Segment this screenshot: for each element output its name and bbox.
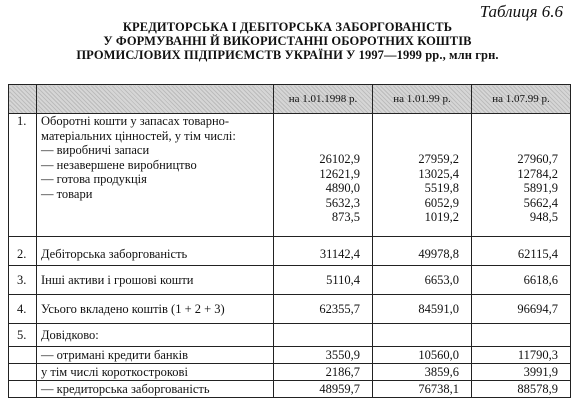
value-cell: 31142,4 xyxy=(274,237,373,266)
header-col-2: на 1.01.99 р. xyxy=(373,85,472,114)
row-label: — кредиторська заборгованість xyxy=(37,381,274,398)
value: 12784,2 xyxy=(517,166,558,181)
data-table xyxy=(8,84,571,398)
value: 26102,9 xyxy=(319,152,360,166)
table-row xyxy=(9,114,571,237)
value: 5632,3 xyxy=(325,195,360,210)
value-cell: 3859,6 xyxy=(373,364,472,381)
value-cell: 6653,0 xyxy=(373,266,472,295)
table-row xyxy=(9,381,571,398)
row-number: 5. xyxy=(9,324,37,347)
value-cell xyxy=(472,324,571,347)
header-row xyxy=(9,85,571,114)
value-cell: 6618,6 xyxy=(472,266,571,295)
value-cell xyxy=(373,114,472,237)
value-cell: 62355,7 xyxy=(274,295,373,324)
title-line-1: КРЕДИТОРСЬКА І ДЕБІТОРСЬКА ЗАБОРГОВАНІСТЬ xyxy=(122,20,453,34)
header-blank xyxy=(37,85,274,114)
row-number xyxy=(9,381,37,398)
table-title xyxy=(0,20,575,62)
value: 5519,8 xyxy=(424,181,459,195)
row-label-main: Оборотні кошти у запасах товарно-матеріальних цінностей, у тім числі: xyxy=(41,114,236,143)
value-cell: 3991,9 xyxy=(472,364,571,381)
value-cell: 11790,3 xyxy=(472,347,571,364)
value: 27960,7 xyxy=(517,152,558,166)
value: 27959,2 xyxy=(418,152,459,166)
value: 1019,2 xyxy=(424,210,459,224)
value-cell xyxy=(472,114,571,237)
row-label: Дебіторська заборгованість xyxy=(37,237,274,266)
title-line-3: ПРОМИСЛОВИХ ПІДПРИЄМСТВ УКРАЇНИ У 1997—1999 рр., млн грн. xyxy=(76,48,499,62)
title-line-2: У ФОРМУВАННІ Й ВИКОРИСТАННІ ОБОРОТНИХ КОШТІВ xyxy=(103,34,472,48)
sub-item: — товари xyxy=(41,186,93,201)
table-row xyxy=(9,295,571,324)
sub-item: — незавершене виробництво xyxy=(41,157,197,172)
value: 948,5 xyxy=(529,210,558,224)
table-row xyxy=(9,237,571,266)
value: 5891,9 xyxy=(523,181,558,195)
value-cell xyxy=(373,324,472,347)
value-cell xyxy=(274,114,373,237)
value-cell: 84591,0 xyxy=(373,295,472,324)
value-cell: 62115,4 xyxy=(472,237,571,266)
value: 13025,4 xyxy=(418,166,459,181)
table-row xyxy=(9,347,571,364)
value: 12621,9 xyxy=(319,166,360,181)
row-number: 4. xyxy=(9,295,37,324)
value-cell: 10560,0 xyxy=(373,347,472,364)
value-cell: 48959,7 xyxy=(274,381,373,398)
row-number: 2. xyxy=(9,237,37,266)
value-cell: 49978,8 xyxy=(373,237,472,266)
sub-item: — готова продукція xyxy=(41,172,147,186)
value-cell: 76738,1 xyxy=(373,381,472,398)
value-cell xyxy=(274,324,373,347)
value: 873,5 xyxy=(331,210,360,224)
value: 5662,4 xyxy=(523,195,558,210)
row-label: Усього вкладено коштів (1 + 2 + 3) xyxy=(37,295,274,324)
header-col-1: на 1.01.1998 р. xyxy=(274,85,373,114)
table-row xyxy=(9,324,571,347)
table-row xyxy=(9,364,571,381)
row-label: у тім числі короткострокові xyxy=(37,364,274,381)
value-cell: 2186,7 xyxy=(274,364,373,381)
row-number xyxy=(9,347,37,364)
row-label xyxy=(37,114,274,237)
table-number: Таблиця 6.6 xyxy=(479,2,563,21)
value: 4890,0 xyxy=(325,181,360,195)
value-cell: 3550,9 xyxy=(274,347,373,364)
value-cell: 96694,7 xyxy=(472,295,571,324)
value-cell: 5110,4 xyxy=(274,266,373,295)
row-label: — отримані кредити банків xyxy=(37,347,274,364)
header-col-3: на 1.07.99 р. xyxy=(472,85,571,114)
header-blank xyxy=(9,85,37,114)
row-label: Інші активи і грошові кошти xyxy=(37,266,274,295)
table-row xyxy=(9,266,571,295)
sub-item: — виробничі запаси xyxy=(41,143,150,157)
value-cell: 88578,9 xyxy=(472,381,571,398)
value: 6052,9 xyxy=(424,195,459,210)
row-number xyxy=(9,364,37,381)
row-label: Довідково: xyxy=(37,324,274,347)
row-number: 3. xyxy=(9,266,37,295)
row-number: 1. xyxy=(9,114,37,237)
